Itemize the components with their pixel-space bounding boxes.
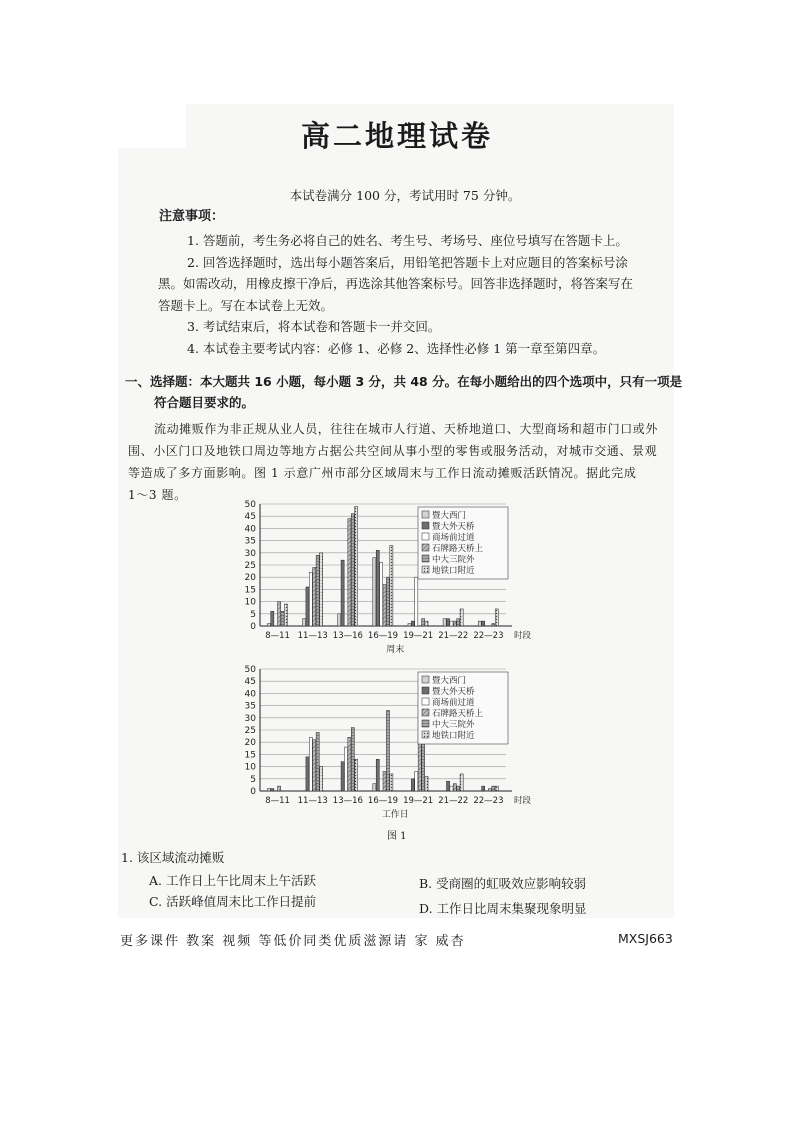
legend-label: 暨大西门 bbox=[432, 676, 467, 686]
x-tick-label: 19—21 bbox=[403, 631, 434, 641]
x-tick-label: 21—22 bbox=[438, 631, 469, 641]
bar bbox=[316, 555, 319, 626]
bar bbox=[478, 621, 481, 626]
passage-line-4: 1～3 题。 bbox=[128, 488, 187, 502]
bar bbox=[425, 776, 428, 791]
bar bbox=[278, 786, 281, 791]
bar bbox=[411, 779, 414, 791]
bar bbox=[303, 619, 306, 626]
legend-swatch bbox=[422, 511, 429, 518]
bar bbox=[453, 621, 456, 626]
legend-label: 地铁口附近 bbox=[432, 566, 475, 576]
bar bbox=[453, 784, 456, 791]
weekday-chart-svg bbox=[228, 663, 568, 825]
y-tick-label: 0 bbox=[250, 787, 256, 797]
y-tick-label: 15 bbox=[244, 750, 256, 761]
bar bbox=[446, 619, 449, 626]
legend-swatch bbox=[422, 544, 429, 551]
bar bbox=[313, 567, 316, 626]
bar bbox=[373, 784, 376, 791]
bar bbox=[267, 624, 270, 626]
legend-label: 中大三院外 bbox=[432, 555, 475, 565]
x-unit-label: 时段 bbox=[514, 796, 532, 806]
bar bbox=[351, 728, 354, 791]
y-tick-label: 0 bbox=[250, 622, 256, 632]
bar bbox=[492, 624, 495, 626]
bar bbox=[306, 587, 309, 626]
bar bbox=[380, 563, 383, 626]
notice-line-1: 1. 答题前，考生务必将自己的姓名、考生号、考场号、座位号填写在答题卡上。 bbox=[187, 233, 628, 248]
y-tick-label: 35 bbox=[244, 536, 256, 547]
bar bbox=[492, 786, 495, 791]
bar bbox=[488, 789, 491, 791]
section-heading-cont: 符合题目要求的。 bbox=[154, 395, 255, 410]
legend-label: 石牌路天桥上 bbox=[432, 544, 484, 554]
bar bbox=[355, 759, 358, 791]
legend-swatch bbox=[422, 709, 429, 716]
notice-line-6: 4. 本试卷主要考试内容：必修 1、必修 2、选择性必修 1 第一章至第四章。 bbox=[187, 341, 606, 356]
bar bbox=[376, 550, 379, 626]
notice-line-3: 黑。如需改动，用橡皮擦干净后，再选涂其他答案标号。回答非选择题时，将答案写在 bbox=[158, 276, 634, 291]
y-tick-label: 5 bbox=[250, 774, 256, 785]
section-heading: 一、选择题：本大题共 16 小题，每小题 3 分，共 48 分。在每小题给出的四个选项中，只有一项是 bbox=[125, 374, 683, 389]
bar bbox=[390, 545, 393, 626]
y-tick-label: 25 bbox=[244, 561, 256, 571]
bar bbox=[306, 757, 309, 791]
bar bbox=[390, 774, 393, 791]
question-1-option-d: D. 工作日比周末集聚现象明显 bbox=[419, 901, 587, 916]
bar bbox=[460, 609, 463, 626]
x-tick-label: 8—11 bbox=[265, 796, 290, 806]
bar bbox=[316, 732, 319, 791]
y-tick-label: 30 bbox=[244, 713, 256, 724]
notice-line-4: 答题卡上。写在本试卷上无效。 bbox=[158, 298, 334, 313]
weekend-chart bbox=[228, 498, 568, 660]
y-tick-label: 50 bbox=[244, 665, 256, 675]
bar bbox=[281, 611, 284, 626]
bar bbox=[422, 619, 425, 626]
bar bbox=[278, 602, 281, 626]
x-tick-label: 21—22 bbox=[438, 796, 469, 806]
weekday-chart bbox=[228, 663, 568, 825]
notice-line-5: 3. 考试结束后，将本试卷和答题卡一并交回。 bbox=[187, 319, 441, 334]
bar bbox=[415, 771, 418, 791]
bar bbox=[271, 789, 274, 791]
y-tick-label: 35 bbox=[244, 701, 256, 712]
footer-code: MXSJ663 bbox=[618, 931, 673, 946]
bar bbox=[450, 621, 453, 626]
legend-swatch bbox=[422, 720, 429, 727]
bar bbox=[457, 786, 460, 791]
bar bbox=[344, 747, 347, 791]
passage-line-3: 等造成了多方面影响。图 1 示意广州市部分区域周末与工作日流动摊贩活跃情况。据此完成 bbox=[128, 466, 637, 480]
bar bbox=[284, 604, 287, 626]
figure-caption: 图 1 bbox=[387, 831, 407, 842]
bar bbox=[373, 558, 376, 626]
bar bbox=[457, 619, 460, 626]
score-line: 本试卷满分 100 分，考试用时 75 分钟。 bbox=[289, 188, 521, 203]
bar bbox=[383, 771, 386, 791]
passage-line-1: 流动摊贩作为非正规从业人员，往往在城市人行道、天桥地道口、大型商场和超市门口或外 bbox=[154, 422, 659, 436]
legend-label: 暨大外天桥 bbox=[432, 522, 475, 532]
bar bbox=[320, 767, 323, 791]
bar bbox=[408, 624, 411, 626]
legend-swatch bbox=[422, 522, 429, 529]
bar bbox=[425, 621, 428, 626]
bar bbox=[309, 737, 312, 791]
y-tick-label: 15 bbox=[244, 585, 256, 596]
bar bbox=[460, 774, 463, 791]
bar bbox=[320, 553, 323, 626]
bar bbox=[271, 611, 274, 626]
y-tick-label: 10 bbox=[244, 762, 256, 773]
legend-swatch bbox=[422, 533, 429, 540]
bar bbox=[495, 609, 498, 626]
bar bbox=[482, 786, 485, 791]
y-tick-label: 30 bbox=[244, 548, 256, 559]
bar bbox=[348, 737, 351, 791]
question-1-option-a: A. 工作日上午比周末上午活跃 bbox=[149, 873, 316, 888]
y-tick-label: 10 bbox=[244, 597, 256, 608]
bar bbox=[415, 577, 418, 626]
bar bbox=[313, 740, 316, 791]
bar bbox=[267, 789, 270, 791]
passage-line-2: 围、小区门口及地铁口周边等地方占据公共空间从事小型的零售或服务活动，对城市交通、景观 bbox=[128, 444, 658, 458]
y-tick-label: 20 bbox=[244, 573, 256, 584]
x-axis-title: 周末 bbox=[386, 645, 405, 655]
bar bbox=[386, 577, 389, 626]
question-1-option-c: C. 活跃峰值周末比工作日提前 bbox=[149, 894, 317, 909]
legend-swatch bbox=[422, 731, 429, 738]
legend-label: 石牌路天桥上 bbox=[432, 709, 484, 719]
x-axis-title: 工作日 bbox=[381, 810, 409, 820]
legend-swatch bbox=[422, 676, 429, 683]
legend-swatch bbox=[422, 555, 429, 562]
bar bbox=[383, 585, 386, 626]
footer-promo: 更多课件 教案 视频 等低价同类优质滋源请 家 威杏 bbox=[120, 934, 466, 949]
legend-swatch bbox=[422, 687, 429, 694]
y-tick-label: 40 bbox=[244, 689, 256, 700]
weekend-chart-svg bbox=[228, 498, 568, 660]
bar bbox=[341, 762, 344, 791]
question-1-stem: 1. 该区域流动摊贩 bbox=[121, 850, 225, 865]
x-tick-label: 11—13 bbox=[297, 631, 328, 641]
x-tick-label: 19—21 bbox=[403, 796, 434, 806]
x-tick-label: 11—13 bbox=[297, 796, 328, 806]
page-title: 高二地理试卷 bbox=[300, 119, 493, 153]
bar bbox=[355, 506, 358, 626]
legend-label: 中大三院外 bbox=[432, 720, 475, 730]
y-tick-label: 45 bbox=[244, 512, 256, 523]
bar bbox=[482, 621, 485, 626]
legend-label: 商场前过道 bbox=[432, 698, 475, 708]
legend-swatch bbox=[422, 698, 429, 705]
legend-swatch bbox=[422, 566, 429, 573]
y-tick-label: 20 bbox=[244, 738, 256, 749]
legend-label: 商场前过道 bbox=[432, 533, 475, 543]
bar bbox=[376, 759, 379, 791]
x-tick-label: 22—23 bbox=[473, 631, 504, 641]
bar bbox=[446, 781, 449, 791]
bar bbox=[309, 572, 312, 626]
x-unit-label: 时段 bbox=[514, 631, 532, 641]
y-tick-label: 50 bbox=[244, 500, 256, 510]
notice-heading: 注意事项： bbox=[159, 209, 225, 224]
bar bbox=[386, 710, 389, 791]
bar bbox=[348, 519, 351, 626]
y-tick-label: 25 bbox=[244, 726, 256, 736]
bar bbox=[411, 621, 414, 626]
x-tick-label: 22—23 bbox=[473, 796, 504, 806]
x-tick-label: 13—16 bbox=[332, 631, 363, 641]
question-1-option-b: B. 受商圈的虹吸效应影响较弱 bbox=[419, 876, 587, 891]
bar bbox=[341, 560, 344, 626]
y-tick-label: 45 bbox=[244, 677, 256, 688]
notice-line-2: 2. 回答选择题时，选出每小题答案后，用铅笔把答题卡上对应题目的答案标号涂 bbox=[187, 255, 628, 270]
legend-label: 暨大西门 bbox=[432, 511, 467, 521]
x-tick-label: 16—19 bbox=[367, 796, 399, 806]
x-tick-label: 16—19 bbox=[367, 631, 399, 641]
bar bbox=[338, 614, 341, 626]
y-tick-label: 5 bbox=[250, 609, 256, 620]
x-tick-label: 8—11 bbox=[265, 631, 290, 641]
x-tick-label: 13—16 bbox=[332, 796, 363, 806]
bar bbox=[495, 786, 498, 791]
bar bbox=[443, 619, 446, 626]
bar bbox=[450, 786, 453, 791]
legend-label: 暨大外天桥 bbox=[432, 687, 475, 697]
y-tick-label: 40 bbox=[244, 524, 256, 535]
bar bbox=[351, 514, 354, 626]
legend-label: 地铁口附近 bbox=[432, 731, 475, 741]
